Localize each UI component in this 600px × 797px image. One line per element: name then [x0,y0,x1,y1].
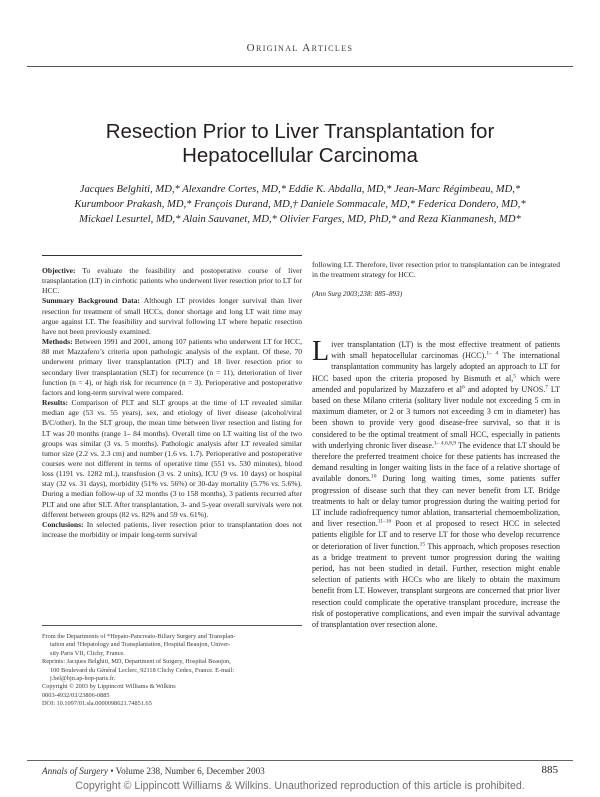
abstract-label: Methods: [42,337,73,347]
abstract-background [42,296,302,337]
affiliation-line: tation and †Hepatology and Transplantation, Hospital Beaujon, Univer- [50,641,231,649]
abstract-objective [42,266,302,296]
reference[interactable]: 6 [461,384,465,391]
journal-name: Annals of Surgery [42,766,109,776]
abstract-results [42,398,302,520]
abstract-text: Although LT provides longer survival than liver resection for treatment of small HCCs, donor shortage and long LT wait time may argue against LT. The feasibility and survival following LT where hepatic resection have not been previously examined. [42,296,302,336]
drop-cap: L [312,336,330,367]
author-list [30,183,570,227]
reference[interactable]: 5 [513,372,516,379]
body-span: iver transplantation (LT) is the most effective treatment of patients with small hepatocellular carcinomas (HCC). [331,340,560,361]
reprints-line: Reprints: Jacques Belghiti, MD, Department of Surgery, Hospital Beaujon, [42,658,231,666]
email-link[interactable]: j.bel@bjn.ap-hop-paris.fr. [50,675,116,683]
reference[interactable]: 11–16 [377,518,392,525]
reference[interactable]: 1– 4,6,8,9 [433,440,457,447]
abstract-text: In selected patients, liver resection prior to transplantation does not increase the morbidity or impair long-term survival [42,519,302,540]
body-span: During long waiting times, some patients suffer progression of disease such that they can never benefit from LT. Bridge treatments to halt or delay tumor progression during the waiting period for LT include radiofrequency tumor ablation, transarterial chemoembolization, and liver resection. [312,474,560,529]
section-label: Original Articles [246,42,354,54]
author-line: Kurumboor Prakash, MD,* François Durand, MD,† Daniele Sommacale, MD,* Federica Dondero, MD,* [74,198,526,210]
reference[interactable]: 1– 4 [486,350,499,357]
title-line: Hepatocellular Carcinoma [182,144,418,167]
abstract-label: Conclusions: [42,519,84,529]
copyright-notice: Copyright © Lippincott Williams & Wilkins. Unauthorized reproduction of this article is prohibited. [75,780,525,792]
body-span: LT based on these Milano criteria (solitary liver nodule not exceeding 5 cm in maximum diameter, or 2 or 3 tumors not exceeding 3 cm in diameter) has been shown to provide very good disease-free survival, so that it is considered to be the optimal treatment of small HCC, especially in patients with underlying chronic liver disease. [312,384,560,450]
doi-line: DOI: 10.1097/01.sla.0000098621.74851.65 [42,700,152,708]
citation-text: (Ann Surg 2003;238: 885–893) [312,290,403,298]
body-span: The international transplantation community has largely adopted an approach to LT for HCC based upon the criteria proposed by Bismuth et al, [312,351,561,383]
affiliation-line: sity Paris VII, Clichy, France. [50,649,125,657]
abstract-label: Summary Background Data: [42,296,140,306]
abstract-continuation: following LT. Therefore, liver resection prior to transplantation can be integrated in the treatment strategy for HCC. [312,260,560,279]
body-span: Poon et al proposed to resect HCC in selected patients eligible for LT and to reserve LT for those who develop recurrence or deterioration of liver function. [312,519,560,551]
reference[interactable]: 15 [419,540,426,547]
body-span: This approach, which proposes resection as a bridge treatment to prevent tumor progression during the waiting period, has not been studied in detail. Further, resection might enable selection of patients with HCCs who are likely to obtain the maximum benefit from LT. However, transplant surgeons are concerned that prior liver resection could complicate the operative transplant procedure, increase the risk of postoperative complications, and even impair the survival advantage of transplantation over resection alone. [312,541,561,630]
body-span: The evidence that LT should be therefore the preferred treatment choice for these patients has increased the demand resulting in longer waiting lists in the face of a relative shortage of available donors. [312,440,560,484]
article-title [40,120,560,168]
reprints-line: 100 Boulevard du Général Leclerc, 92118 Clichy Cedex, France. E-mail: [50,666,235,674]
abstract-methods [42,337,302,398]
abstract-text: To evaluate the feasibility and postoperative course of liver transplantation (LT) in cirrhotic patients who underwent liver resection prior to LT for HCC. [42,266,302,296]
page-number: 885 [541,764,558,776]
title-line: Resection Prior to Liver Transplantation for [105,120,495,143]
abstract-text: Between 1991 and 2001, among 107 patients who underwent LT for HCC, 88 met Mazzafero’s criteria upon pathologic analysis of the explant. Of these, 70 underwent primary liver transplantation (PLT) and 18 liver resection prior to secondary liver transplantation (SLT) for recurrence (n = 11), deterioration of liver function (n = 4), or high risk for recurrence (n = 3). Perioperative and postoperative factors and long-term survival were compared. [42,337,302,397]
reference[interactable]: 10 [370,473,377,480]
abstract-conclusions [42,520,302,540]
reference[interactable]: 7 [545,384,549,391]
journal-details: • Volume 238, Number 6, December 2003 [110,766,265,776]
body-span: which were amended and popularized by Mazzafero et al [312,373,560,394]
abstract-label: Objective: [42,266,76,275]
abstract-label: Results: [42,398,68,408]
issn-line: 0003-4932/03/23806-0885 [42,691,110,699]
author-line: Mickael Lesurtel, MD,* Alain Sauvanet, MD,* Olivier Farges, MD, PhD,* and Reza Kianmanesh, MD* [79,213,521,225]
footer-rule [27,760,573,761]
citation [312,290,560,300]
author-line: Jacques Belghiti, MD,* Alexandre Cortes, MD,* Eddie K. Abdalla, MD,* Jean-Marc Régimbeau, MD,* [79,184,521,195]
body-span: and adopted by UNOS. [464,384,546,394]
abstract-text: Comparison of PLT and SLT groups at the time of LT revealed similar median age (53 vs. 55 years), sex, and etiology of liver disease (alcohol/viral B/C/other). In the SLT group, the mean time between liver resection and listing for LT was 20 months (range 1– 84 months). Overall time on LT waiting list of the two groups was similar (3 vs. 5 months). Pathologic analysis after LT revealed similar tumor size (2.2 vs. 2.3 cm) and number (1.6 vs. 1.7). Perioperative and postoperative courses were not different in terms of operative time (551 vs. 530 minutes), blood loss (1191 vs. 1282 mL), transfusion (3 vs. 2 units), ICU (9 vs. 10 days) or hospital stay (32 vs. 31 days), morbidity (51% vs. 56%) or 30-day mortality (5.7% vs. 5.6%). During a median follow-up of 32 months (3 to 158 months), 3 patients recurred after PLT and one after SLT. After transplantation, 3- and 5-year overall survivals were not different between groups (82 vs. 82% and 59 vs. 61%). [42,398,303,519]
copyright-line: Copyright © 2003 by Lippincott Williams & Wilkins [42,683,176,691]
body-text [312,336,561,630]
affiliations [42,633,304,709]
abstract [42,255,302,626]
header-rule [27,66,573,67]
affiliation-line: From the Departments of *Hepato-Pancreato-Biliary Surgery and Transplan- [42,633,236,640]
journal-info [42,766,265,776]
